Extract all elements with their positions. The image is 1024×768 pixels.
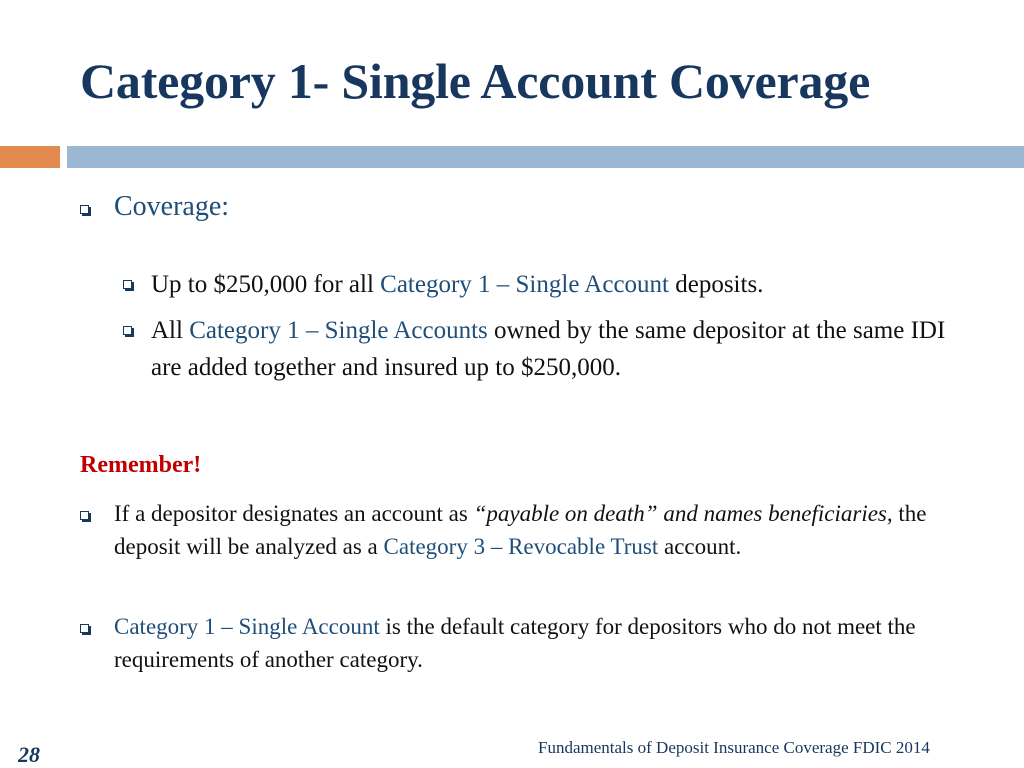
square-bullet-icon [80, 624, 89, 633]
category-1-term: Category 1 – Single Account [380, 271, 669, 298]
accent-bar [0, 146, 60, 168]
divider-bar [67, 146, 1024, 168]
sub-bullet [151, 312, 961, 386]
sub-bullet-text: owned by the same depositor at the same IDI are added together and insured up to $250,000. [151, 317, 946, 381]
coverage-heading: Coverage: [114, 191, 230, 222]
remember-text: account. [658, 534, 742, 559]
remember-text: the deposit will be analyzed as a [114, 501, 927, 559]
category-1-term: Category 1 – Single Account [114, 614, 380, 639]
sub-bullet-text: Up to $250,000 for all [151, 271, 381, 298]
remember-item [114, 610, 974, 676]
category-1-term: Category 1 – Single Accounts [189, 317, 488, 344]
sub-bullet-text: All [151, 317, 190, 344]
remember-item [114, 497, 934, 563]
sub-bullet-text: deposits. [668, 271, 764, 298]
square-bullet-icon [80, 511, 89, 520]
payable-on-death-term: “payable on death” and names beneficiaries, [473, 501, 893, 526]
page-number: 28 [18, 742, 40, 767]
remember-text: is the default category for depositors who do not meet the requirements of another category. [114, 614, 916, 672]
category-3-term: Category 3 – Revocable Trust [383, 534, 659, 559]
square-bullet-icon [123, 326, 132, 335]
square-bullet-icon [80, 205, 89, 214]
remember-text: If a depositor designates an account as [114, 501, 474, 526]
sub-bullet [151, 266, 951, 303]
footer-text: Fundamentals of Deposit Insurance Coverage FDIC 2014 [538, 738, 930, 757]
remember-heading: Remember! [80, 452, 202, 478]
square-bullet-icon [123, 280, 132, 289]
slide-title: Category 1- Single Account Coverage [80, 53, 871, 109]
